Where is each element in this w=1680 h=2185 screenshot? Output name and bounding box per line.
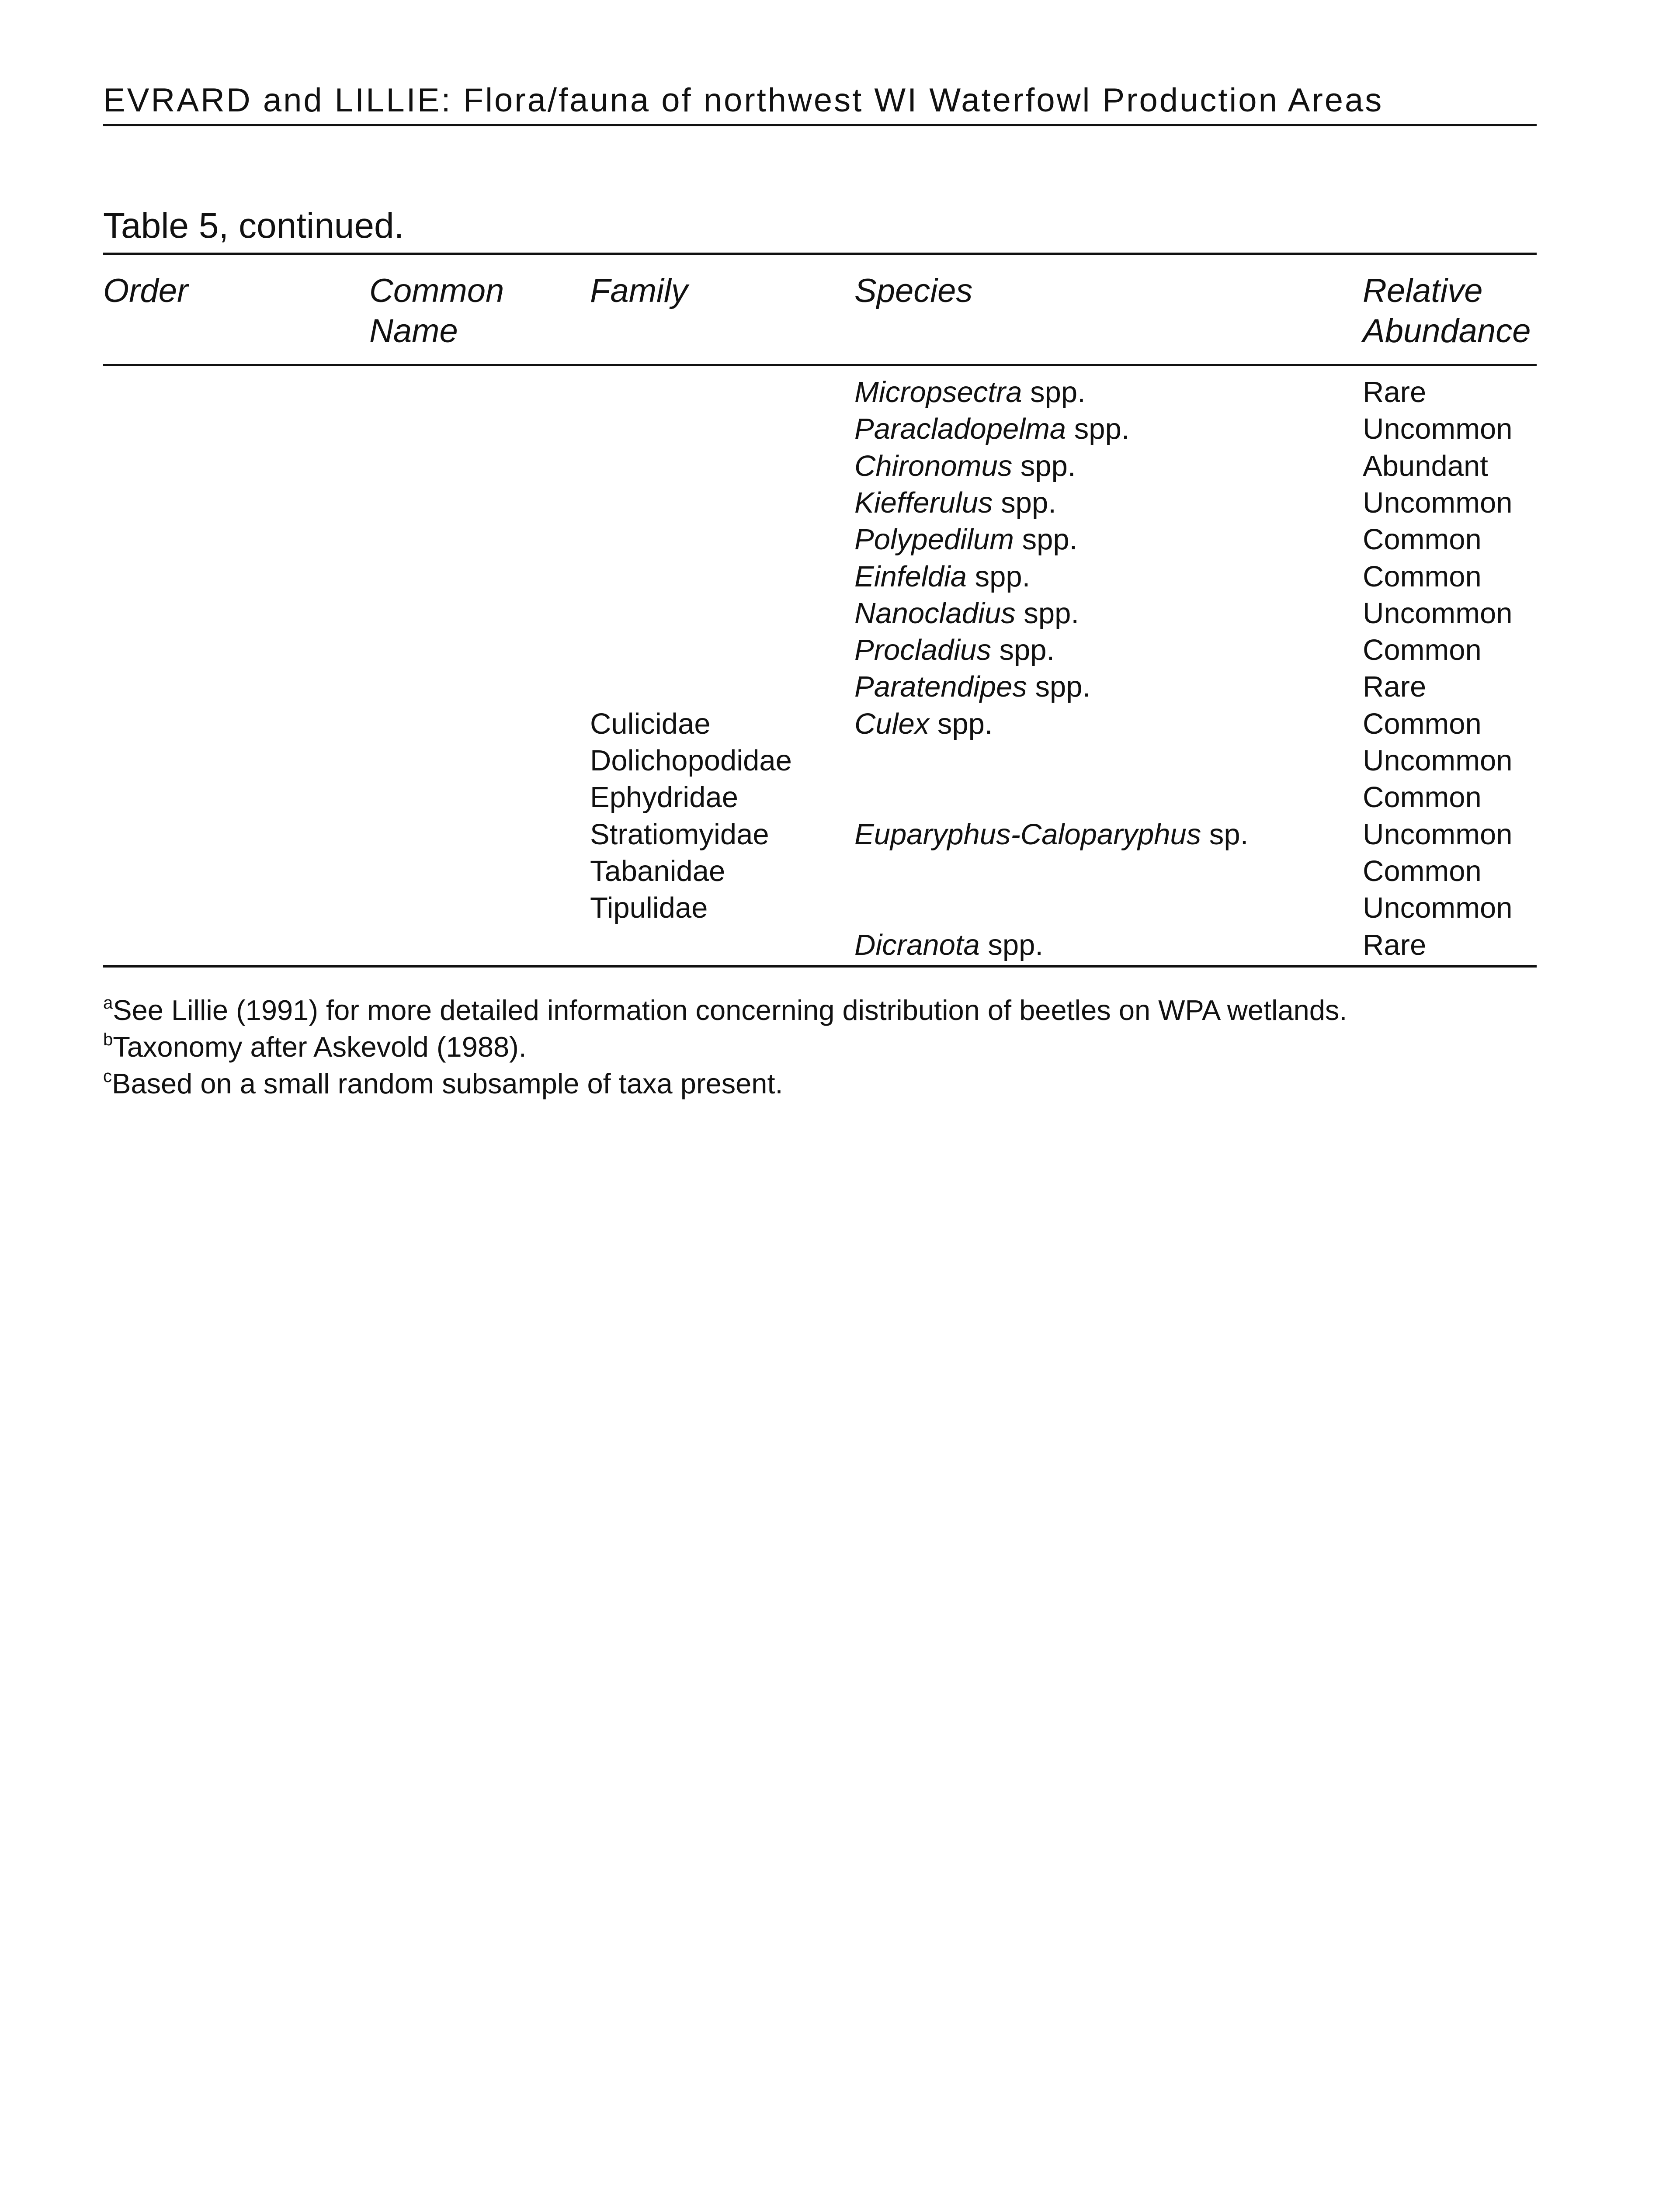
species-genus: Einfeldia [854,560,967,593]
table-row-family: Ephydridae [590,781,738,814]
running-head-rule [103,124,1537,126]
table-row-species [854,927,1043,964]
table-row-abundance: Uncommon [1363,744,1513,777]
species-genus: Dicranota [854,929,980,961]
header-order: Order [103,272,188,309]
table-row-species [854,632,1055,669]
running-head: EVRARD and LILLIE: Flora/fauna of northwest WI Waterfowl Production Areas [103,82,1384,119]
footnote-a [103,992,1545,1029]
table-row-family: Stratiomyidae [590,818,769,851]
table-row-abundance: Common [1363,855,1482,888]
table-bottom-rule [103,965,1537,968]
table-top-rule [103,253,1537,255]
species-suffix: spp. [993,486,1056,519]
species-genus: Euparyphus-Caloparyphus [854,818,1201,851]
species-suffix: sp. [1201,818,1249,851]
species-suffix: spp. [979,929,1044,961]
species-genus: Nanocladius [854,597,1016,630]
table-row-abundance: Rare [1363,929,1427,961]
table-row-abundance: Uncommon [1363,891,1513,924]
table-row-abundance: Uncommon [1363,486,1513,519]
footnote-c-text: Based on a small random subsample of taxa present. [112,1068,783,1099]
table-row-species [854,374,1086,411]
header-relative-abundance-line2: Abundance [1363,312,1531,350]
species-genus: Micropsectra [854,376,1022,409]
footnotes [103,992,1545,1102]
header-common-name-line1: Common [369,272,504,309]
footnote-b-mark: b [103,1030,113,1049]
species-genus: Culex [854,708,930,740]
species-suffix: spp. [1027,670,1091,703]
header-relative-abundance-line1: Relative [1363,272,1483,309]
table-row-species [854,669,1090,705]
header-relative-abundance [1363,271,1531,351]
footnote-a-text: See Lillie (1991) for more detailed information concerning distribution of beetles on WPA wetlands. [113,994,1347,1026]
species-suffix: spp. [929,708,993,740]
species-suffix: spp. [991,634,1055,666]
table-row-species [854,521,1077,558]
table-caption: Table 5, continued. [103,206,404,246]
table-row-family: Dolichopodidae [590,744,792,777]
header-species: Species [854,272,973,309]
table-row-species [854,485,1056,521]
footnote-a-mark: a [103,993,113,1013]
footnote-c-mark: c [103,1067,112,1086]
table-row-abundance: Rare [1363,670,1427,703]
species-genus: Procladius [854,634,991,666]
footnote-c [103,1065,1545,1102]
species-suffix: spp. [1022,376,1086,409]
species-genus: Polypedilum [854,523,1014,556]
species-suffix: spp. [967,560,1031,593]
species-suffix: spp. [1014,523,1078,556]
table-row-species [854,816,1248,853]
table-row-species [854,595,1079,632]
table-row-abundance: Common [1363,634,1482,666]
table-row-species [854,558,1030,595]
table-row-family: Culicidae [590,708,711,740]
species-suffix: spp. [1015,597,1079,630]
table-row-species [854,411,1129,447]
table-header-rule [103,364,1537,366]
footnote-b [103,1029,1545,1065]
species-genus: Chironomus [854,450,1013,482]
species-genus: Kiefferulus [854,486,993,519]
header-common-name-line2: Name [369,312,458,350]
table-row-family: Tabanidae [590,855,725,888]
table-row-abundance: Rare [1363,376,1427,409]
species-suffix: spp. [1066,413,1130,445]
table-row-abundance: Common [1363,523,1482,556]
header-common-name [369,271,504,351]
table-row-abundance: Abundant [1363,450,1488,482]
table-row-species [854,448,1076,485]
table-row-abundance: Uncommon [1363,597,1513,630]
table-row-species [854,706,993,742]
species-genus: Paracladopelma [854,413,1066,445]
header-family: Family [590,272,688,309]
table-row-abundance: Common [1363,708,1482,740]
table-row-family: Tipulidae [590,891,708,924]
table-row-abundance: Common [1363,781,1482,814]
table-row-abundance: Uncommon [1363,818,1513,851]
species-genus: Paratendipes [854,670,1027,703]
footnote-b-text: Taxonomy after Askevold (1988). [113,1031,527,1063]
table-row-abundance: Uncommon [1363,413,1513,445]
table-row-abundance: Common [1363,560,1482,593]
species-suffix: spp. [1012,450,1076,482]
